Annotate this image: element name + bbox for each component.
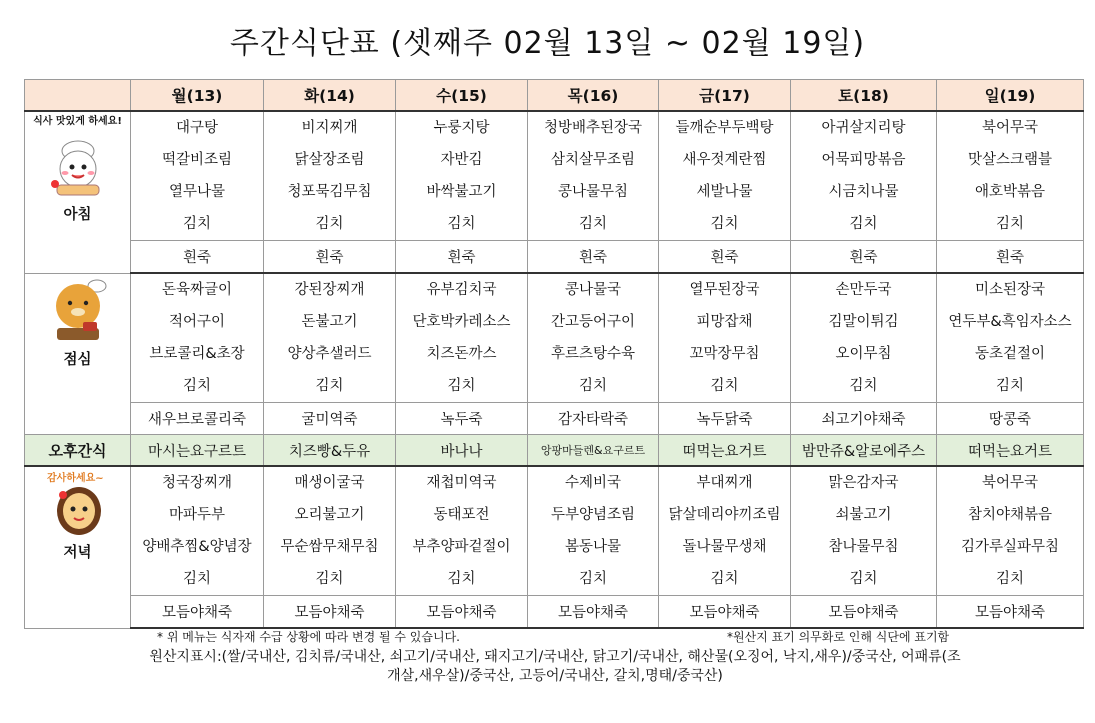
menu-item: 김말이튀김 xyxy=(828,314,899,330)
menu-item: 콩나물무침 xyxy=(557,184,629,200)
menu-item: 애호박볶음 xyxy=(974,184,1046,200)
menu-item: 닭살장조림 xyxy=(294,152,365,168)
menu-item: 김치 xyxy=(578,378,607,394)
menu-item: 무순쌈무채무침 xyxy=(280,539,379,555)
menu-item: 김치 xyxy=(182,378,211,394)
menu-item: 부추양파겉절이 xyxy=(412,539,511,555)
menu-item: 오리불고기 xyxy=(294,507,365,523)
lunch-row xyxy=(25,273,1084,403)
menu-item: 북어무국 xyxy=(981,120,1039,136)
porridge-item: 흰죽 xyxy=(659,241,791,274)
porridge-item: 흰죽 xyxy=(131,241,264,274)
menu-cell xyxy=(659,466,791,596)
menu-cell xyxy=(131,466,264,596)
porridge-item: 새우브로콜리죽 xyxy=(131,403,264,435)
menu-item: 열무나물 xyxy=(168,184,226,200)
menu-item: 김치 xyxy=(315,216,344,232)
menu-item: 누룽지탕 xyxy=(433,120,490,136)
snack-item: 떠먹는요거트 xyxy=(937,435,1084,467)
menu-item: 시금치나물 xyxy=(828,184,899,200)
menu-cell xyxy=(937,111,1084,241)
menu-item: 김치 xyxy=(447,216,476,232)
day-header-row xyxy=(25,80,1084,112)
porridge-item: 땅콩죽 xyxy=(937,403,1084,435)
menu-item: 맑은감자국 xyxy=(828,475,899,491)
breakfast-porridge-row xyxy=(25,241,1084,274)
menu-cell xyxy=(659,273,791,403)
menu-item: 세발나물 xyxy=(696,184,753,200)
menu-item: 재첩미역국 xyxy=(426,475,497,491)
day-header: 토(18) xyxy=(791,80,937,112)
menu-item: 김치 xyxy=(315,571,344,587)
menu-item: 김치 xyxy=(710,216,739,232)
porridge-item: 모듬야채죽 xyxy=(528,596,659,629)
menu-item: 참나물무침 xyxy=(828,539,899,555)
menu-item: 들깨순부두백탕 xyxy=(675,120,774,136)
menu-item: 브로콜리&초장 xyxy=(149,346,245,362)
menu-cell xyxy=(937,466,1084,596)
menu-item: 청방배추된장국 xyxy=(543,120,643,136)
day-header: 목(16) xyxy=(528,80,659,112)
menu-cell xyxy=(791,466,937,596)
menu-item: 양배추찜&양념장 xyxy=(142,539,252,555)
porridge-item: 녹두죽 xyxy=(396,403,528,435)
dinner-label-cell xyxy=(25,466,131,628)
menu-cell xyxy=(264,111,396,241)
menu-item: 적어구이 xyxy=(168,314,226,330)
menu-item: 비지찌개 xyxy=(301,120,358,136)
snack-item: 밤만쥬&알로에주스 xyxy=(791,435,937,467)
menu-item: 마파두부 xyxy=(168,507,226,523)
svg-text:감사하세요~: 감사하세요~ xyxy=(46,473,104,484)
menu-item: 떡갈비조림 xyxy=(161,152,233,168)
menu-item: 청포묵김무침 xyxy=(287,184,372,200)
menu-item: 열무된장국 xyxy=(689,282,760,298)
origin-line: 원산지표시:(쌀/국내산, 김치류/국내산, 쇠고기/국내산, 돼지고기/국내산, 닭고기/국내산, 해산물(오징어, 낙지,새우)/중국산, 어패류(조 xyxy=(149,649,961,665)
day-header: 금(17) xyxy=(659,80,791,112)
porridge-item: 모듬야채죽 xyxy=(131,596,264,629)
meal-label: 저녁 xyxy=(63,545,92,561)
menu-item: 돌나물무생채 xyxy=(682,539,767,555)
snack-item: 바나나 xyxy=(396,435,528,467)
menu-item: 김치 xyxy=(710,378,739,394)
chef-character-icon xyxy=(43,129,113,201)
menu-item: 김치 xyxy=(182,571,211,587)
menu-item: 김치 xyxy=(578,571,607,587)
menu-item: 김치 xyxy=(849,216,878,232)
menu-cell xyxy=(528,273,659,403)
menu-item: 김치 xyxy=(447,378,476,394)
menu-item: 미소된장국 xyxy=(974,282,1046,298)
menu-item: 손만두국 xyxy=(835,282,892,298)
snack-row xyxy=(25,435,1084,467)
menu-item: 아귀살지리탕 xyxy=(821,120,906,136)
porridge-item: 모듬야채죽 xyxy=(396,596,528,629)
porridge-item: 흰죽 xyxy=(528,241,659,274)
menu-item: 후르츠탕수육 xyxy=(550,346,636,362)
menu-item: 청국장찌개 xyxy=(161,475,233,491)
menu-item: 오이무침 xyxy=(835,346,892,362)
menu-item: 동태포전 xyxy=(433,507,490,523)
lion-character-icon xyxy=(43,274,113,346)
day-header: 화(14) xyxy=(264,80,396,112)
menu-item: 북어무국 xyxy=(981,475,1039,491)
day-header: 수(15) xyxy=(396,80,528,112)
menu-item: 단호박카레소스 xyxy=(412,314,511,330)
menu-item: 김치 xyxy=(995,571,1024,587)
menu-item: 간고등어구이 xyxy=(550,314,636,330)
menu-item: 두부양념조림 xyxy=(550,507,636,523)
menu-item: 김치 xyxy=(315,378,344,394)
dinner-porridge-row xyxy=(25,596,1084,629)
menu-item: 맛살스크램블 xyxy=(967,152,1053,168)
porridge-item: 녹두닭죽 xyxy=(659,403,791,435)
menu-item: 새우젓계란찜 xyxy=(682,152,767,168)
menu-cell xyxy=(528,466,659,596)
menu-cell xyxy=(937,273,1084,403)
header-corner xyxy=(25,80,131,112)
menu-item: 콩나물국 xyxy=(564,282,622,298)
origin-line: 개살,새우살)/중국산, 고등어/국내산, 갈치,명태/중국산) xyxy=(387,668,723,684)
menu-cell xyxy=(791,273,937,403)
breakfast-row xyxy=(25,111,1084,241)
dinner-row xyxy=(25,466,1084,596)
porridge-item: 흰죽 xyxy=(937,241,1084,274)
menu-item: 김치 xyxy=(995,216,1024,232)
menu-cell xyxy=(396,273,528,403)
menu-item: 김치 xyxy=(578,216,607,232)
day-header: 일(19) xyxy=(937,80,1084,112)
menu-item: 매생이굴국 xyxy=(294,475,365,491)
menu-item: 부대찌개 xyxy=(696,475,753,491)
menu-item: 김가루실파무침 xyxy=(960,539,1060,555)
porridge-item: 흰죽 xyxy=(396,241,528,274)
page-title: 주간식단표 (셋째주 02월 13일 ~ 02월 19일) xyxy=(229,26,866,61)
lunch-porridge-row xyxy=(25,403,1084,435)
porridge-item: 모듬야채죽 xyxy=(659,596,791,629)
girl-character-icon xyxy=(43,467,113,539)
menu-item: 김치 xyxy=(182,216,211,232)
menu-item: 유부김치국 xyxy=(426,282,497,298)
menu-item: 수제비국 xyxy=(564,475,622,491)
menu-item: 바싹불고기 xyxy=(426,184,497,200)
weekly-menu-table xyxy=(24,79,1084,629)
porridge-item: 감자타락죽 xyxy=(528,403,659,435)
origin-info xyxy=(30,648,1080,686)
breakfast-label-cell xyxy=(25,111,131,273)
meal-label: 아침 xyxy=(63,207,92,223)
menu-cell xyxy=(528,111,659,241)
porridge-item: 모듬야채죽 xyxy=(937,596,1084,629)
menu-item: 봄동나물 xyxy=(564,539,622,555)
menu-cell xyxy=(264,273,396,403)
menu-item: 꼬막장무침 xyxy=(689,346,760,362)
menu-cell xyxy=(396,466,528,596)
menu-item: 김치 xyxy=(447,571,476,587)
menu-item: 치즈돈까스 xyxy=(426,346,497,362)
snack-item: 앙팡마들렌&요구르트 xyxy=(528,435,659,467)
menu-item: 돈육짜글이 xyxy=(161,282,233,298)
porridge-item: 모듬야채죽 xyxy=(264,596,396,629)
menu-item: 참치야채볶음 xyxy=(967,507,1053,523)
change-notice: * 위 메뉴는 식자재 수급 상황에 따라 변경 될 수 있습니다. xyxy=(157,630,460,644)
menu-item: 삼치살무조림 xyxy=(550,152,636,168)
lunch-label-cell xyxy=(25,273,131,435)
menu-item: 김치 xyxy=(995,378,1024,394)
snack-item: 마시는요구르트 xyxy=(131,435,264,467)
day-header: 월(13) xyxy=(131,80,264,112)
menu-item: 돈불고기 xyxy=(301,314,358,330)
menu-item: 김치 xyxy=(849,378,878,394)
menu-item: 자반김 xyxy=(440,152,483,168)
menu-cell xyxy=(396,111,528,241)
menu-item: 김치 xyxy=(849,571,878,587)
porridge-item: 모듬야채죽 xyxy=(791,596,937,629)
porridge-item: 쇠고기야채죽 xyxy=(791,403,937,435)
menu-cell xyxy=(659,111,791,241)
menu-item: 연두부&흑임자소스 xyxy=(948,314,1072,330)
menu-item: 강된장찌개 xyxy=(294,282,365,298)
menu-item: 양상추샐러드 xyxy=(287,346,372,362)
menu-item: 김치 xyxy=(710,571,739,587)
origin-notice: *원산지 표기 의무화로 인해 식단에 표기함 xyxy=(727,630,950,644)
snack-item: 치즈빵&두유 xyxy=(264,435,396,467)
menu-item: 쇠불고기 xyxy=(835,507,892,523)
menu-item: 대구탕 xyxy=(175,120,219,136)
porridge-item: 굴미역죽 xyxy=(264,403,396,435)
menu-item: 동초겉절이 xyxy=(974,346,1046,362)
menu-cell xyxy=(264,466,396,596)
menu-cell xyxy=(131,111,264,241)
meal-caption: 식사 맛있게 하세요! xyxy=(33,116,122,127)
snack-label: 오후간식 xyxy=(25,435,131,467)
menu-item: 피망잡채 xyxy=(696,314,753,330)
porridge-item: 흰죽 xyxy=(264,241,396,274)
porridge-item: 흰죽 xyxy=(791,241,937,274)
menu-item: 어묵피망볶음 xyxy=(821,152,906,168)
menu-item: 닭살데리야끼조림 xyxy=(668,507,781,523)
menu-cell xyxy=(791,111,937,241)
meal-label: 점심 xyxy=(63,351,92,368)
menu-cell xyxy=(131,273,264,403)
snack-item: 떠먹는요거트 xyxy=(659,435,791,467)
